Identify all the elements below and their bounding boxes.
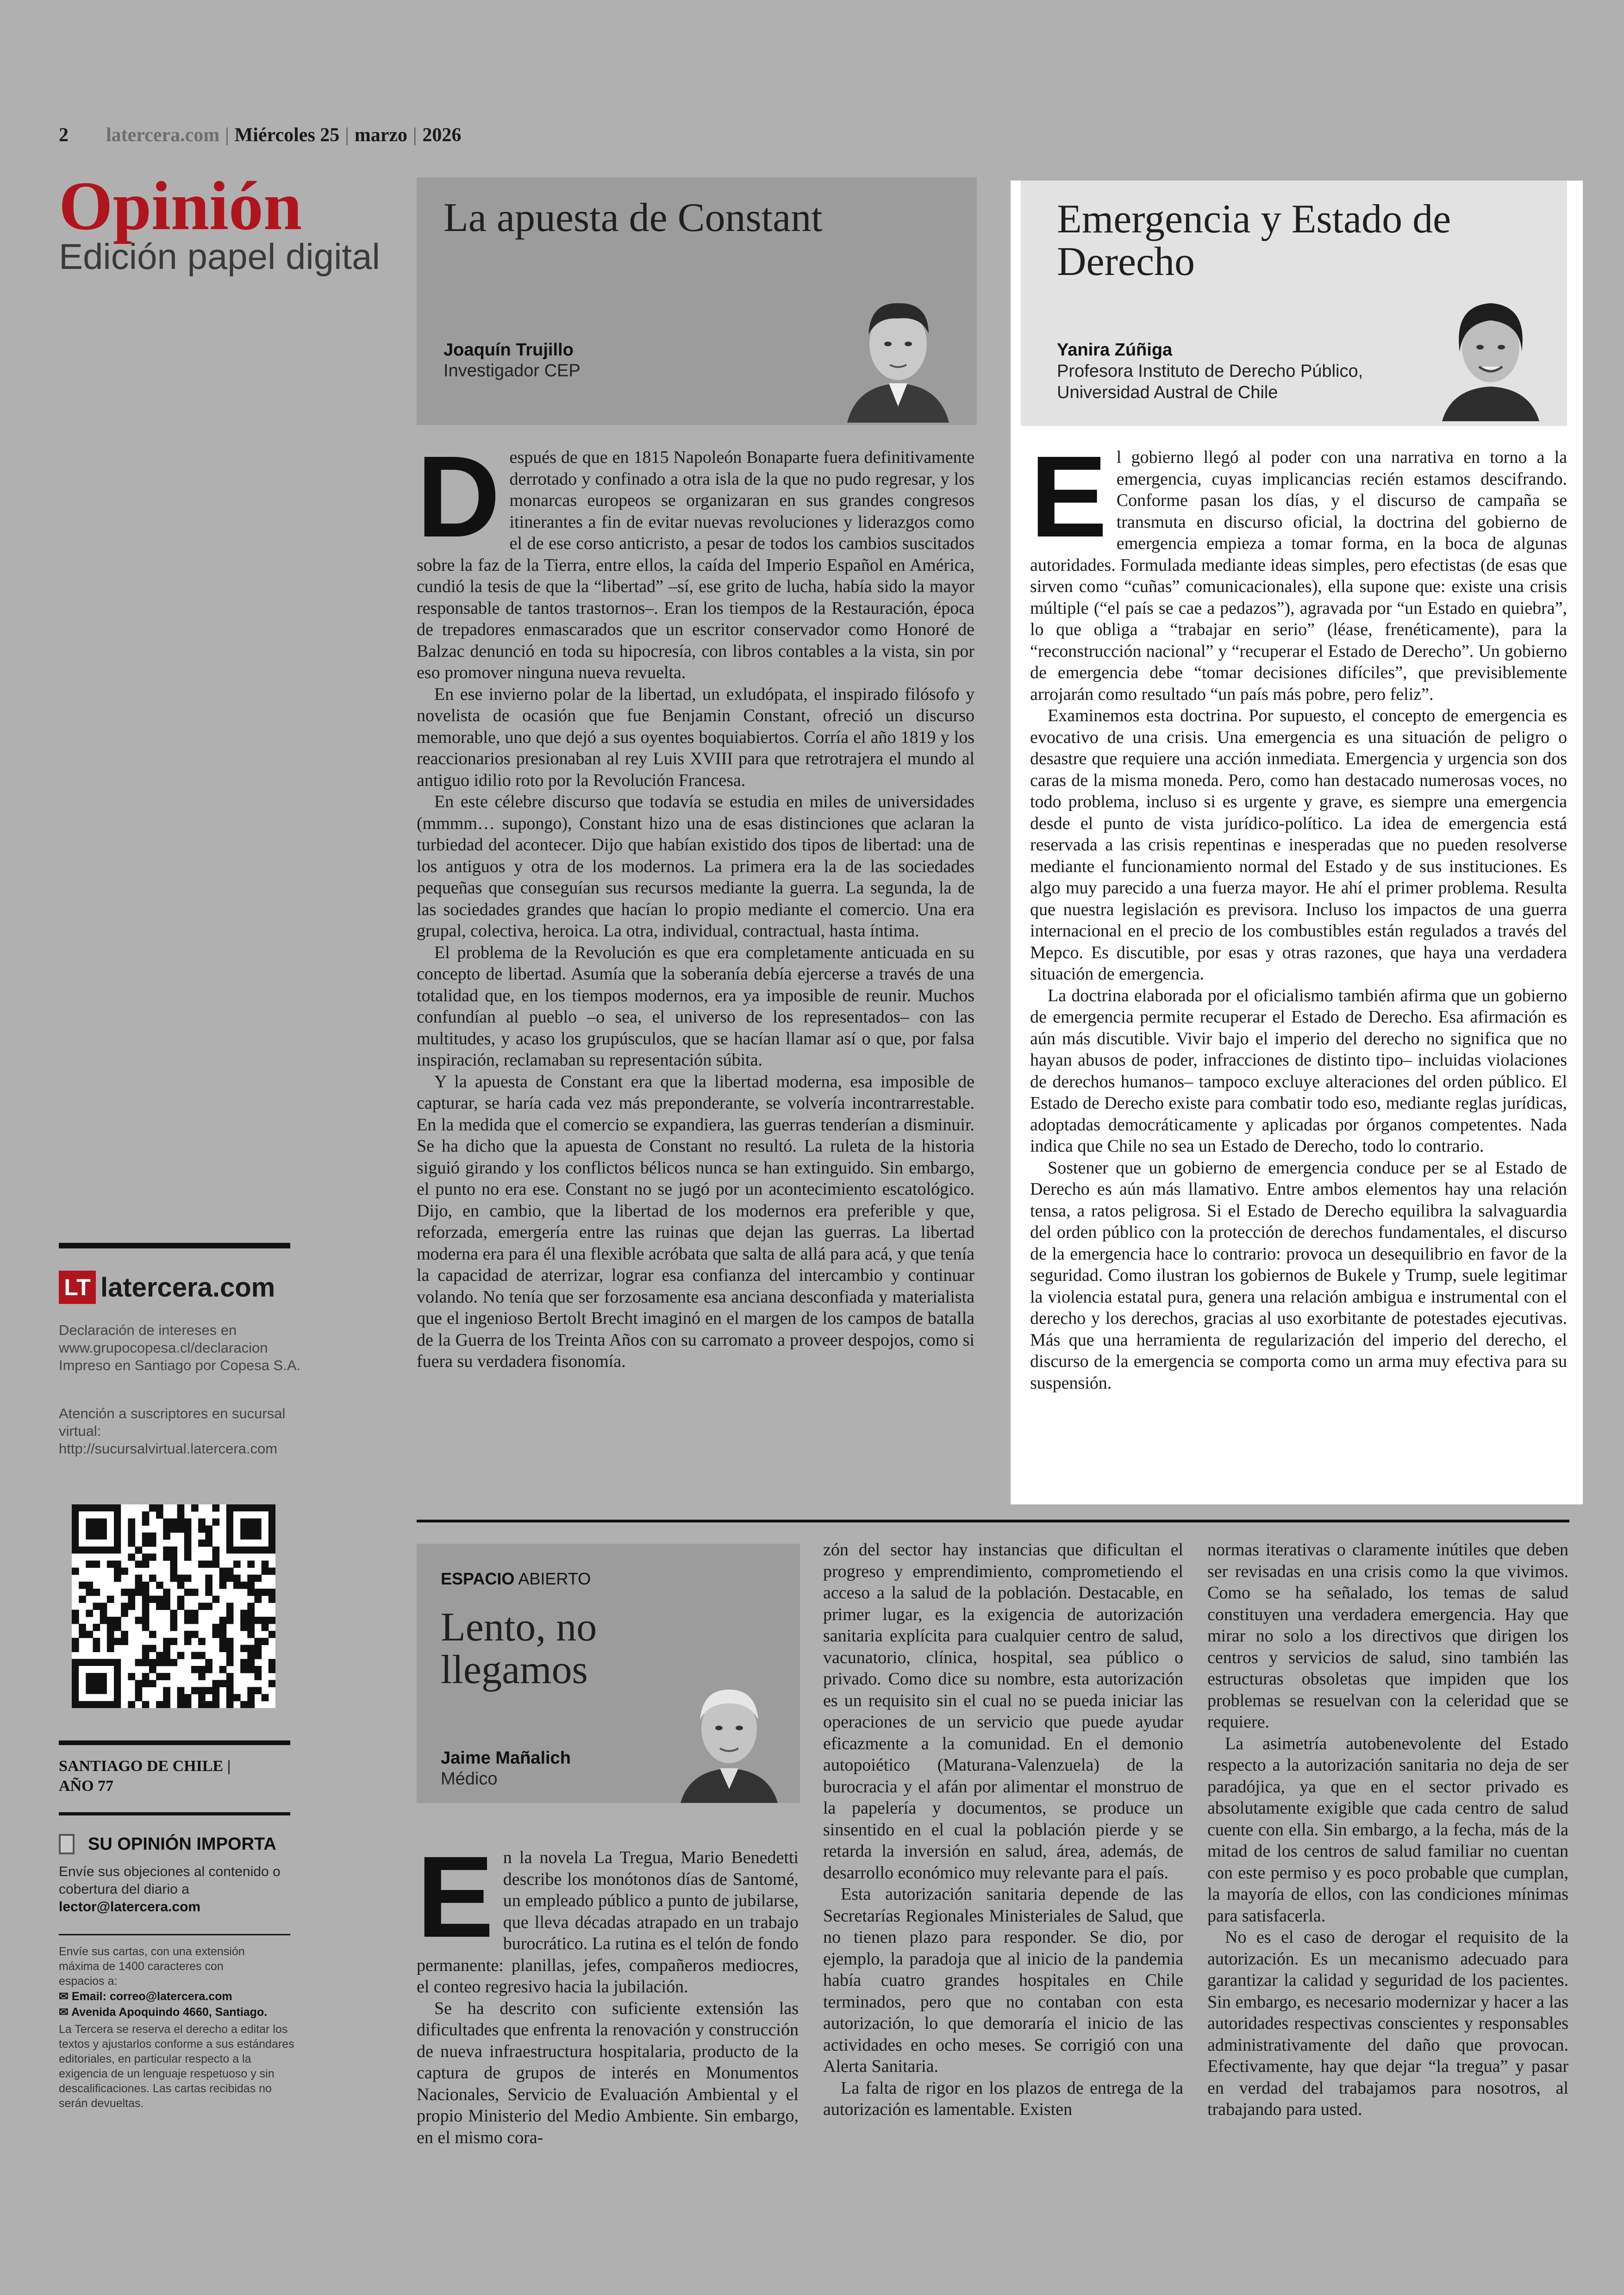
sidebar-logo	[59, 1271, 275, 1304]
article3-column-3	[1207, 1539, 1568, 2120]
article2-role: Profesora Instituto de Derecho Público, Universidad Austral de Chile	[1057, 362, 1363, 402]
article3-paragraph: No es el caso de derogar el requisito de la autorización. Es un mecanismo adecuado para garantizar la calidad y seguridad de los pacientes. Sin embargo, es necesario modernizar y hacer a las autoridades respectivas conscientes y responsables administrativamente del daño que provocan. Efectivamente, hay que dejar “la tregua” y pasar en verdad del trabajamos para nosotros, al trabajando para usted.	[1207, 1927, 1568, 2119]
article3-author: Jaime Mañalich	[441, 1748, 571, 1768]
section-divider	[417, 1520, 1569, 1522]
sidebar-rule-low	[59, 1812, 290, 1815]
article1-paragraph: En este célebre discurso que todavía se estudia en miles de universidades (mmmm… supongo), Constant hizo una de esas distinciones que aclaran la turbiedad del acontecer. Dijo que habían existido dos tipos de libertad: una de los antiguos y otra de los modernos. La primera era la de las sociedades pequeñas que conseguían sus recursos mediante la guerra. La segunda, la de las sociedades grandes que hacían lo propio mediante el comercio. Una era grupal, colectiva, heroica. La otra, individual, contractual, hasta íntima.	[417, 792, 974, 941]
article3-header	[417, 1544, 800, 1803]
article1-dropcap: D	[417, 432, 500, 561]
sidebar-rule-mid	[59, 1740, 290, 1745]
article2-author: Yanira Zúñiga	[1057, 340, 1173, 360]
opinion-text: Envíe sus objeciones al contenido o cobertura del diario a	[59, 1864, 281, 1897]
letters-address: ✉ Avenida Apoquindo 4660, Santiago.	[59, 2006, 268, 2019]
sidebar-rule-thin	[59, 1934, 290, 1935]
article2-header	[1021, 181, 1567, 426]
article1-paragraph: Después de que en 1815 Napoleón Bonaparte fuera definitivamente derrotado y confinado a otra isla de la que no pudo regresar, y los monarcas europeos se organizaran en sus grandes congresos itinerantes a fin de evitar nuevas revoluciones y liderazgos como el de ese corso anticristo, a pesar de todos los cambios suscitados sobre la faz de la Tierra, entre ellos, la caída del Imperio Español en América, cundió la tesis de que la “libertad” –sí, ese grito de lucha, había sido la mayor responsable de tantos trastornos–. Eran los tiempos de la Restauración, época de trepadores enmascarados que un escritor conservador como Honoré de Balzac denunció en toda su hipocresía, con libros contables a la vista, sin por eso promover ninguna nueva revuelta.	[417, 432, 974, 682]
article3-column-2	[823, 1539, 1183, 2120]
article3-paragraph: La falta de rigor en los plazos de entrega de la autorización es lamentable. Existen	[823, 2078, 1183, 2119]
sidebar-subscribers: Atención a suscriptores en sucursal virtual: http://sucursalvirtual.latercera.com	[59, 1405, 286, 1457]
article3-column-1	[417, 1832, 799, 2148]
article3-role: Médico	[441, 1769, 498, 1789]
section-subtitle: Edición papel digital	[59, 236, 380, 277]
letters-text: Envíe sus cartas, con una extensión máxima de 1400 caracteres con espacios a:	[59, 1945, 245, 1988]
author-portrait-trujillo	[838, 279, 958, 423]
article3-paragraph: La asimetría autobenevolente del Estado respecto a la autorización sanitaria no deja de ser paradójica, ya que en el sector privado es absolutamente exigible que cada centro de salud cuente con ella. Sin embargo, a la fecha, más de la mitad de los centros de salud familiar no cuentan con este permiso y es poco probable que cumplan, la mayoría de ellos, con las condiciones mínimas para satisfacerla.	[1207, 1734, 1568, 1926]
article2-body	[1030, 432, 1567, 1394]
article3-dropcap: E	[417, 1832, 494, 1961]
article2-paragraph: El gobierno llegó al poder con una narrativa en torno a la emergencia, cuyas implicancias recién estamos descifrando. Conforme pasan los días, y el discurso de campaña se transmuta en discurso oficial, la doctrina del gobierno de emergencia empieza a tomar forma, en la boca de algunas autoridades. Formulada mediante ideas simples, pero efectistas (de esas que sirven como “cuñas” comunicacionales), ella supone que: existe una crisis múltiple (“el país se cae a pedazos”), agravada por “un Estado en quiebra”, lo que obliga a “trabajar en serio” (léase, frenéticamente), para la “reconstrucción nacional” y “recuperar el Estado de Derecho”. Un gobierno de emergencia debe “tomar decisiones difíciles”, que previsiblemente arrojarán como resultado “un país más pobre, pero feliz”.	[1030, 432, 1567, 704]
article2-paragraph: Sostener que un gobierno de emergencia conduce per se al Estado de Derecho es aún más llamativo. Entre ambos elementos hay una relación tensa, a ratos peligrosa. Si el Estado de Derecho equilibra la salvaguardia del orden público con la protección de derechos fundamentales, el discurso de la emergencia hace lo contrario: provoca un desequilibrio en favor de la seguridad. Como ilustran los gobiernos de Bukele y Trump, suele legitimar la violencia estatal pura, genera una relación ambigua e instrumental con el derecho y los derechos, gracias al uso exorbitante de potestades ejecutivas. Más que una herramienta de regularización del imperio del derecho, el discurso de la emergencia se comporta como un arma muy efectiva para su suspensión.	[1030, 1158, 1567, 1393]
date-month: marzo	[354, 125, 407, 146]
author-portrait-manalich	[671, 1669, 787, 1803]
article1-title: La apuesta de Constant	[443, 195, 823, 240]
sidebar-city: SANTIAGO DE CHILE |	[59, 1758, 231, 1775]
article3-paragraph: En la novela La Tregua, Mario Benedetti describe los monótonos días de Santomé, un empleado público a punto de jubilarse, que lleva décadas atrapado en un trabajo burocrático. La rutina es el telón de fondo permanente: planillas, jefes, compañeros mediocres, el conteo regresivo hacia la jubilación.	[417, 1832, 799, 1996]
page-number: 2	[59, 125, 69, 146]
article1-header	[417, 177, 977, 425]
date-day: Miércoles 25	[234, 125, 340, 146]
opinion-title: SU OPINIÓN IMPORTA	[88, 1834, 276, 1854]
article2-paragraph: La doctrina elaborada por el oficialismo también afirma que un gobierno de emergencia permite recuperar el Estado de Derecho. Esa afirmación es aún más discutible. Vivir bajo el imperio del derecho no significa que no hayan abusos de poder, infracciones de distinto tipo– incluidas violaciones de derechos humanos– tampoco excluye alteraciones del orden público. El Estado de Derecho existe para combatir todo eso, mediante reglas jurídicas, adoptadas democráticamente y aplicadas por órganos competentes. Nada indica que Chile no sea un Estado de Derecho, todo lo contrario.	[1030, 985, 1567, 1156]
date-year: 2026	[422, 125, 462, 146]
article3-kicker: ESPACIO ABIERTO	[441, 1569, 591, 1588]
article3-title: Lento, no llegamos	[441, 1605, 597, 1693]
article2-title: Emergencia y Estado de Derecho	[1057, 197, 1451, 285]
article3-paragraph: Esta autorización sanitaria depende de las Secretarías Regionales Ministeriales de Salud, que no tienen plazo para responder. Se dio, por ejemplo, la paradoja que al inicio de la pandemia había cuatro grandes hospitales en Chile terminados, pero que no contaban con esta autorización, lo que demoraría el inicio de las actividades en ocho meses. Se corrigió con una Alerta Sanitaria.	[823, 1884, 1183, 2076]
page-folio: 2 latercera.com | Miércoles 25 | marzo | 2026	[59, 125, 462, 146]
author-portrait-zuniga	[1428, 278, 1553, 421]
article1-paragraph: En ese invierno polar de la libertad, un exludópata, el inspirado filósofo y novelista de ocasión que fue Benjamin Constant, ofreció un discurso memorable, uno que dejó a sus oyentes boquiabiertos. Corría el año 1819 y los reaccionarios presionaban al rey Luis XVIII para que retrotrajera el mundo al antiguo idilio roto por la Revolución Francesa.	[417, 684, 974, 790]
article3-paragraph: normas iterativas o claramente inútiles que deben ser revisadas en una crisis como la que vivimos. Como se ha señalado, los temas de salud constituyen una verdadera emergencia. Hay que mirar no solo a los directivos que dirigen los centros y servicios de salud, sino también las estructuras obsoletas que impiden que los problemas se resuelvan con la celeridad que se requiere.	[1207, 1540, 1568, 1732]
qr-code[interactable]	[72, 1504, 275, 1708]
lt-logo-text: latercera.com	[100, 1272, 275, 1303]
opinion-email[interactable]: lector@latercera.com	[59, 1899, 201, 1915]
article1-role: Investigador CEP	[443, 361, 581, 380]
rights-text: La Tercera se reserva el derecho a editar los textos y ajustarlos conforme a sus estándares editoriales, en particular respecto a la exigencia de un lenguaje respetuoso y sin descalificaciones. Las cartas recibidas no serán devueltas.	[59, 2023, 294, 2110]
article2-dropcap: E	[1030, 432, 1107, 561]
article1-paragraph: El problema de la Revolución es que era completamente anticuada en su concepto de libertad. Asumía que la soberanía debía ejercerse a través de una totalidad que, en los tiempos modernos, era ya imposible de reunir. Muchos confundían al pueblo –o sea, el universo de los representados– con las multitudes, y acaso los grupúsculos, que se hacían llamar así o que, por falsa inspiración, reclamaban su representación súbita.	[417, 942, 974, 1070]
article3-paragraph: Se ha descrito con suficiente extensión las dificultades que enfrenta la renovación y construcción de nueva infraestructura hospitalaria, producto de la captura de grupos de interés en Monumentos Nacionales, Servicio de Evaluación Ambiental y el propio Ministerio del Medio Ambiente. Sin embargo, en el mismo cora-	[417, 1998, 799, 2147]
article2-paragraph: Examinemos esta doctrina. Por supuesto, el concepto de emergencia es evocativo de una crisis. Una emergencia es una situación de peligro o desastre que requiere una acción inmediata. Emergencia y urgencia son dos caras de la misma moneda. Pero, como han destacado numerosas voces, no todo problema, incluso si es urgente y grave, es siempre una emergencia desde el punto de vista jurídico-político. La idea de emergencia está reservada a las crisis repentinas e inesperadas que no pueden resolverse mediante el funcionamiento normal del Estado y de sus instituciones. Es algo muy parecido a una fuerza mayor. He ahí el primer problema. Resulta que nuestra legislación es previsora. Incluso los impactos de una guerra internacional en el precio de los combustibles están regulados a través del Mepco. Es discutible, por esas y otras razones, que haya una verdadera situación de emergencia.	[1030, 706, 1567, 984]
article1-body	[417, 432, 974, 1372]
article3-paragraph: zón del sector hay instancias que dificultan el progreso y emprendimiento, comprometiendo el acceso a la salud de la población. Destacable, en primer lugar, es la exigencia de autorización sanitaria explícita para cualquier centro de salud, vacunatorio, clínica, hospital, sea público o privado. Como dice su nombre, esta autorización es un requisito sin el cual no se pueda iniciar las operaciones de un servicio que puede ayudar eficazmente a la comunidad. En el demonio autopoiético (Maturana-Valenzuela) de la burocracia y el afán por alimentar el monstruo de la papelería y documentos, se produce un sinsentido en el cual la población pierde y se retarda la inversión en salud, área, además, de desarrollo económico muy relevante para el país.	[823, 1540, 1183, 1883]
article1-author: Joaquín Trujillo	[443, 340, 574, 360]
document-icon	[59, 1834, 75, 1854]
sidebar-rule-top	[59, 1243, 290, 1248]
lt-logo-mark: LT	[59, 1271, 96, 1304]
section-title: Opinión	[59, 168, 302, 244]
sidebar-declaration: Declaración de intereses en www.grupocopesa.cl/declaracion Impreso en Santiago por Copesa S.A.	[59, 1322, 301, 1373]
site-name: latercera.com	[106, 125, 220, 146]
article1-paragraph: Y la apuesta de Constant era que la libertad moderna, esa imposible de capturar, se haría cada vez más preponderante, se volvería incontrarrestable. En la medida que el comercio se expandiera, las guerras tenderían a disminuir. Se ha dicho que la apuesta de Constant no resultó. La ruleta de la historia siguió girando y los conflictos bélicos nunca se han extinguido. Sin embargo, el punto no era ese. Constant no se jugó por un acontecimiento escatológico. Dijo, en cambio, que la libertad de los modernos era preferible y que, reforzada, emergería entre las ruinas que dejan las guerras. La libertad moderna era para él una flexible acróbata que salta de allá para acá, y que tenía la capacidad de aterrizar, lograr esa confianza del intercambio y continuar volando. No tenía que ser forzosamente esa anciana desconfiada y materialista que el ingenioso Bertolt Brecht imaginó en el margen de los campos de batalla de la Guerra de los Treinta Años con su carromato a proveer despojos, como si fuera su verdadera fisonomía.	[417, 1072, 974, 1371]
letters-email[interactable]: ✉ Email: correo@latercera.com	[59, 1990, 232, 2003]
sidebar-year: AÑO 77	[59, 1777, 114, 1795]
